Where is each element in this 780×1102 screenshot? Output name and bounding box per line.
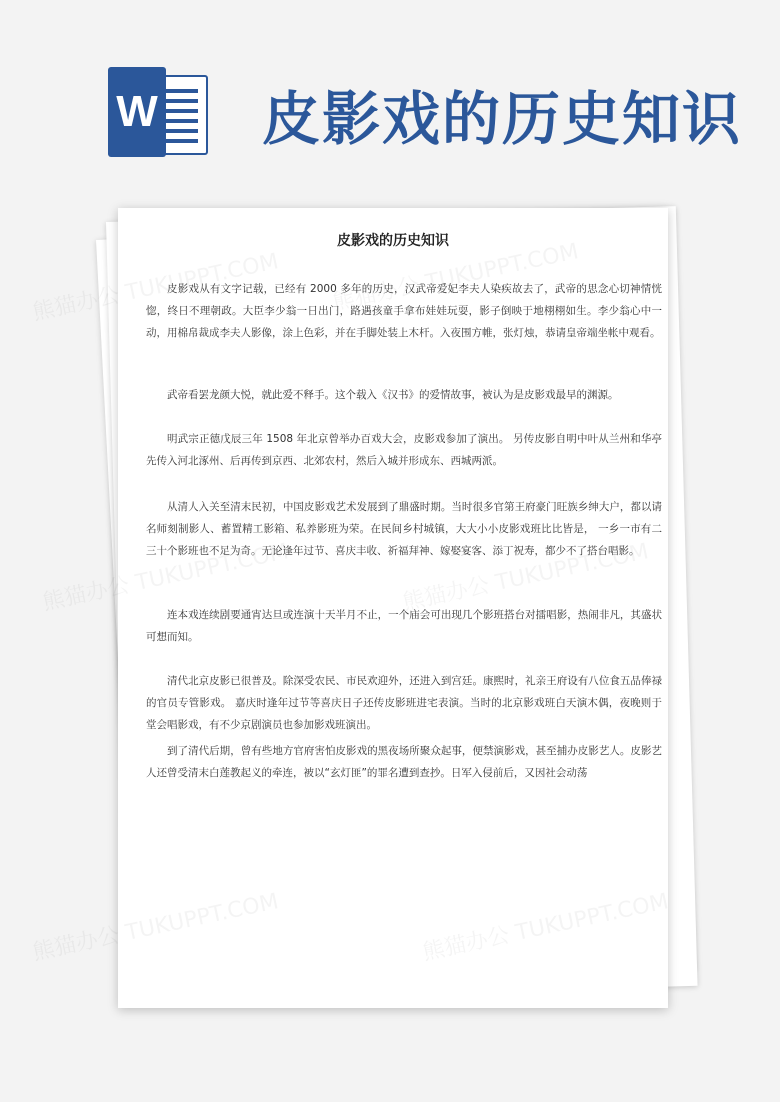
paragraph-6: 清代北京皮影已很普及。除深受农民、市民欢迎外，还进入到宫廷。康熙时，礼亲王府设有八位食五品俸禄的官员专管影戏。 嘉庆时逢年过节等喜庆日子还传皮影班进宅表演。当时的北京影戏班白天演木偶，夜晚则于堂会唱影戏，有不少京剧演员也参加影戏班演出。 xyxy=(146,675,662,731)
paragraph-7: 到了清代后期，曾有些地方官府害怕皮影戏的黑夜场所聚众起事，便禁演影戏，甚至捕办皮影艺人。皮影艺人还曾受清末白莲教起义的牵连，被以“玄灯匪”的罪名遭到查抄。日军入侵前后，又因社会动荡 xyxy=(146,745,662,779)
header-banner xyxy=(0,0,780,200)
paragraph-3: 明武宗正德戊辰三年 1508 年北京曾举办百戏大会，皮影戏参加了演出。 另传皮影自明中叶从兰州和华亭先传入河北涿州、后再传到京西、北郊农村，然后入城并形成东、西城两派。 xyxy=(146,433,662,467)
word-icon-letter: W xyxy=(108,67,166,157)
banner-title: 皮影戏的历史知识 xyxy=(262,85,743,153)
paragraph-2: 武帝看罢龙颜大悦，就此爱不释手。这个载入《汉书》的爱情故事，被认为是皮影戏最早的渊源。 xyxy=(167,389,619,401)
word-icon xyxy=(108,67,208,157)
paragraph-1: 皮影戏从有文字记载，已经有 2000 多年的历史，汉武帝爱妃李夫人染疾故去了，武帝的思念心切神情恍惚，终日不理朝政。大臣李少翁一日出门，路遇孩童手拿布娃娃玩耍，影子倒映于地栩栩如生。李少翁心中一动，用棉帛裁成李夫人影像，涂上色彩，并在手脚处装上木杆。入夜围方帷，张灯烛，恭请皇帝端坐帐中观看。 xyxy=(146,283,662,339)
paragraph-5: 连本戏连续剧要通宵达旦或连演十天半月不止，一个庙会可出现几个影班搭台对擂唱影，热闹非凡，其盛状可想而知。 xyxy=(146,609,662,643)
paragraph-4: 从清人入关至清末民初，中国皮影戏艺术发展到了鼎盛时期。当时很多官第王府豪门旺族乡绅大户，都以请名师刻制影人、蓄置精工影箱、私养影班为荣。在民间乡村城镇，大大小小皮影戏班比比皆是， 一乡一市有二三十个影班也不足为奇。无论逢年过节、喜庆丰收、祈福拜神、嫁娶宴客、添丁祝寿，都少不了搭台唱影。 xyxy=(146,501,662,557)
document-page xyxy=(118,208,668,1008)
document-title: 皮影戏的历史知识 xyxy=(337,233,449,249)
